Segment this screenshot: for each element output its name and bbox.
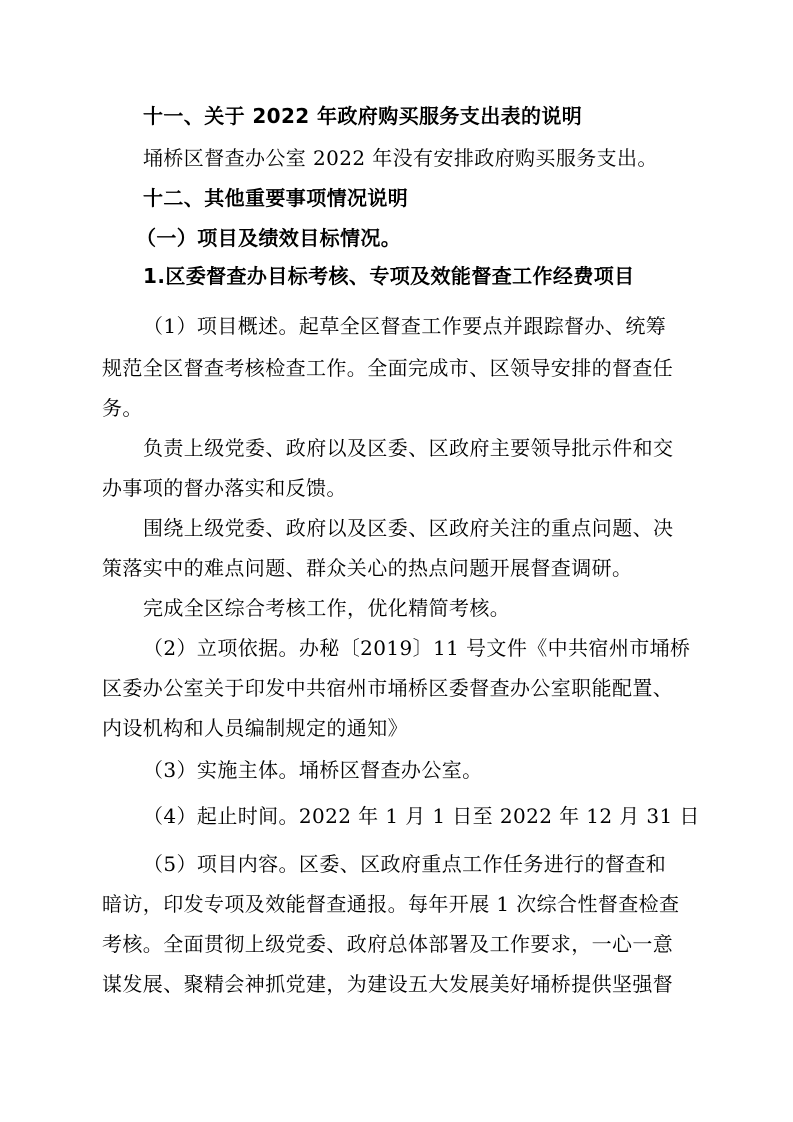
basis-line-3: 内设机构和人员编制规定的通知》 bbox=[102, 716, 408, 740]
overview-line-3: 务。 bbox=[102, 396, 143, 420]
section-heading-12: 十二、其他重要事项情况说明 bbox=[143, 186, 409, 210]
duty3-line: 完成全区综合考核工作，优化精简考核。 bbox=[143, 596, 511, 620]
content-line-1: （5）项目内容。区委、区政府重点工作任务进行的督查和 bbox=[143, 852, 667, 876]
content-line-4: 谋发展、聚精会神抓党建，为建设五大发展美好埇桥提供坚强督 bbox=[102, 972, 674, 996]
project-title: 1.区委督查办目标考核、专项及效能督查工作经费项目 bbox=[143, 264, 635, 288]
duty1-line-1: 负责上级党委、政府以及区委、区政府主要领导批示件和交 bbox=[143, 436, 674, 460]
duty2-line-2: 策落实中的难点问题、群众关心的热点问题开展督查调研。 bbox=[102, 556, 633, 580]
duty1-line-2: 办事项的督办落实和反馈。 bbox=[102, 476, 347, 500]
content-line-3: 考核。全面贯彻上级党委、政府总体部署及工作要求，一心一意 bbox=[102, 932, 674, 956]
section-heading-11: 十一、关于 2022 年政府购买服务支出表的说明 bbox=[143, 104, 583, 128]
basis-line-2: 区委办公室关于印发中共宿州市埇桥区委督查办公室职能配置、 bbox=[102, 676, 674, 700]
overview-line-1: （1）项目概述。起草全区督查工作要点并跟踪督办、统筹 bbox=[143, 314, 667, 338]
duty2-line-1: 围绕上级党委、政府以及区委、区政府关注的重点问题、决 bbox=[143, 516, 674, 540]
period-line: （4）起止时间。2022 年 1 月 1 日至 2022 年 12 月 31 日 bbox=[143, 804, 700, 828]
subject-line: （3）实施主体。埇桥区督查办公室。 bbox=[143, 758, 483, 782]
basis-line-1: （2）立项依据。办秘〔2019〕11 号文件《中共宿州市埇桥 bbox=[143, 636, 691, 660]
overview-line-2: 规范全区督查考核检查工作。全面完成市、区领导安排的督查任 bbox=[102, 356, 674, 380]
paragraph-11: 埇桥区督查办公室 2022 年没有安排政府购买服务支出。 bbox=[143, 146, 658, 170]
content-line-2: 暗访，印发专项及效能督查通报。每年开展 1 次综合性督查检查 bbox=[102, 892, 680, 916]
subsection-heading: （一）项目及绩效目标情况。 bbox=[136, 226, 402, 250]
